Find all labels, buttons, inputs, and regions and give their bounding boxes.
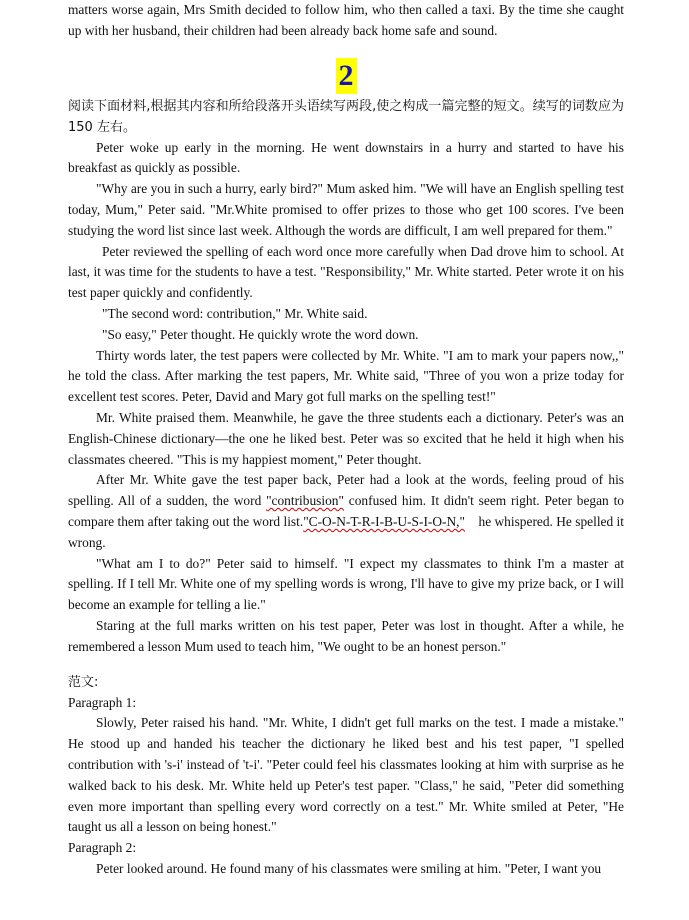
paragraph-2-label: Paragraph 2:: [68, 840, 137, 856]
story-paragraph-2: "Why are you in such a hurry, early bird?" Mum asked him. "We will have an English spelling test today, Mum," Peter said. "Mr.White promised to offer prizes to those who get 100 scores. I've been studying the word list since last week. Although the words are difficult, I am well prepared for them.": [68, 181, 624, 238]
misspelled-word: "contribusion": [266, 493, 344, 509]
story-paragraph-8-part-b: confused him. It didn't seem right. Peter began to compare them after taking out the word list.: [68, 493, 624, 529]
instruction: 阅读下面材料,根据其内容和所给段落开头语续写两段,使之构成一篇完整的短文。续写的词数应为 150 左右。: [68, 98, 624, 135]
story-paragraph-8-part-c: he whispered. He spelled it wrong.: [68, 513, 624, 550]
sample-heading: 范文:: [68, 674, 99, 690]
story-paragraph-6: Thirty words later, the test papers were collected by Mr. White. "I am to mark your papers now,," he told the class. After marking the test papers, Mr. White said, "Three of you won a prize today for excellent test scores. Peter, David and Mary got full marks on the spelling test!": [68, 347, 624, 405]
story-paragraph-3: Peter reviewed the spelling of each word once more carefully when Dad drove him to school. At last, it was time for the students to have a test. "Responsibility," Mr. White started. Peter wrote it on his test paper quickly and confidently.: [68, 243, 624, 301]
top-fragment: matters worse again, Mrs Smith decided to follow him, who then called a taxi. By the time she caught up with her husband, their children had been already back home safe and sound.: [68, 2, 624, 38]
story-paragraph-7: Mr. White praised them. Meanwhile, he gave the three students each a dictionary. Peter's was an English-Chinese dictionary—the one he liked best. Peter was so excited that he held it high when his classmates cheered. "This is my happiest moment," Peter thought.: [68, 409, 624, 467]
story-paragraph-9: "What am I to do?" Peter said to himself. "I expect my classmates to think I'm a master at spelling. If I tell Mr. White one of my spelling words is wrong, I'll have to give my prize back, or I will become an example for telling a lie.": [68, 555, 624, 613]
spacer: [68, 658, 624, 672]
paragraph-1-label: Paragraph 1:: [68, 694, 137, 710]
story-paragraph-5: "So easy," Peter thought. He quickly wrote the word down.: [102, 326, 419, 342]
story-paragraph-10: Staring at the full marks written on his test paper, Peter was lost in thought. After a while, he remembered a lesson Mum used to teach him, "We ought to be an honest person.": [68, 617, 624, 654]
story-paragraph-4: "The second word: contribution," Mr. White said.: [102, 305, 368, 321]
document-page: [68, 0, 624, 880]
story-paragraph-8-part-a: After Mr. White gave the test paper back, Peter had a look at the words, feeling proud of his spelling. All of a sudden, the word: [68, 472, 624, 509]
section-number: 2: [336, 58, 357, 94]
sample-paragraph-1: Slowly, Peter raised his hand. "Mr. White, I didn't get full marks on the test. I made a mistake." He stood up and handed his teacher the dictionary he liked best and his test paper, "I spelled contribution with 's-i' instead of 't-i'. "Peter could feel his classmates looking at him with surprise as he walked back to his desk. Mr. White held up Peter's test paper. "Class," he said, "Peter did something even more important than spelling every word correctly on a test." Mr. White smiled at Peter, "He taught us all a lesson on being honest.": [68, 715, 624, 835]
story-paragraph-8: [68, 470, 624, 553]
spelled-out-word: "C-O-N-T-R-I-B-U-S-I-O-N,": [303, 513, 465, 529]
sample-paragraph-2: Peter looked around. He found many of his classmates were smiling at him. "Peter, I want you: [96, 860, 602, 876]
story-paragraph-1: Peter woke up early in the morning. He went downstairs in a hurry and started to have his breakfast as quickly as possible.: [68, 139, 624, 176]
section-number-wrap: [68, 58, 624, 96]
